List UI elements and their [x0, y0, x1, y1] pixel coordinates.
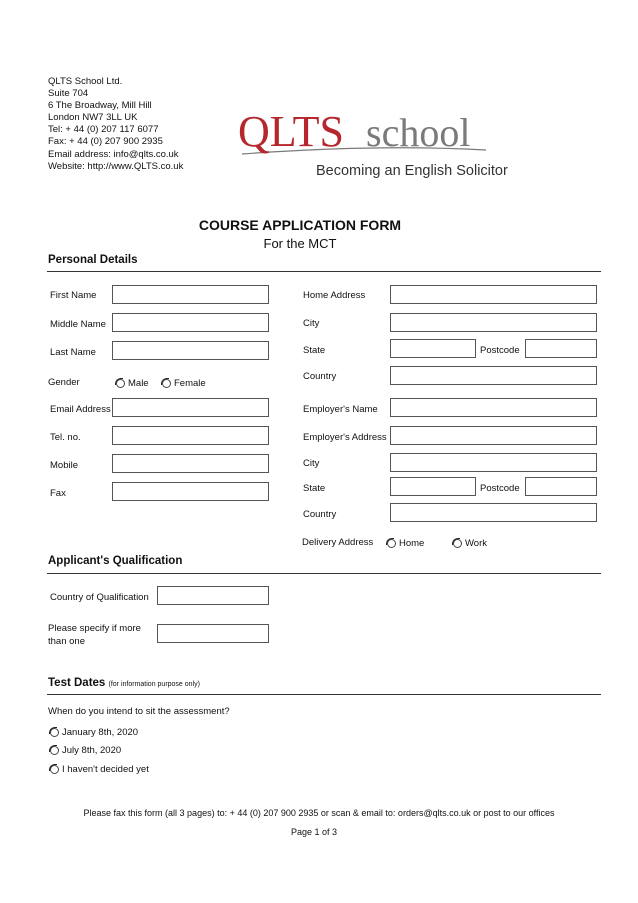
divider: [47, 271, 601, 272]
home-address-label: Home Address: [303, 290, 366, 301]
city-label: City: [303, 318, 320, 329]
postcode-label: Postcode: [480, 345, 520, 356]
delivery-address-label: Delivery Address: [302, 537, 374, 548]
employer-city-label: City: [303, 458, 320, 469]
address-line: Website: http://www.QLTS.co.uk: [48, 160, 184, 172]
email-field[interactable]: [112, 398, 269, 417]
radio-label: I haven't decided yet: [62, 764, 149, 775]
employer-country-field[interactable]: [390, 503, 597, 522]
employer-address-field[interactable]: [390, 426, 597, 445]
specify-more-label: [48, 623, 141, 648]
address-line: Fax: + 44 (0) 207 900 2935: [48, 136, 163, 148]
radio-label: Female: [174, 378, 206, 389]
first-name-label: First Name: [50, 290, 97, 301]
test-dates-title: Test Dates: [48, 677, 106, 689]
employer-city-field[interactable]: [390, 453, 597, 472]
logo-tagline: Becoming an English Solicitor: [316, 163, 508, 179]
personal-details-heading: Personal Details: [48, 254, 138, 266]
address-line: Suite 704: [48, 88, 89, 100]
employer-country-label: Country: [303, 509, 337, 520]
radio-icon: [50, 728, 59, 737]
qlts-logo: [236, 104, 516, 182]
radio-icon: [50, 746, 59, 755]
country-of-qualification-label: Country of Qualification: [50, 592, 149, 603]
address-line: London NW7 3LL UK: [48, 112, 138, 124]
last-name-field[interactable]: [112, 341, 269, 360]
logo-brand-second: school: [366, 110, 471, 155]
logo-brand-first: QLTS: [238, 107, 344, 156]
divider: [47, 573, 601, 574]
radio-label: January 8th, 2020: [62, 727, 139, 738]
address-line: QLTS School Ltd.: [48, 76, 123, 87]
address-line: Email address: info@qlts.co.uk: [48, 148, 179, 160]
qualification-heading: Applicant's Qualification: [48, 555, 183, 567]
specify-more-field[interactable]: [157, 624, 269, 643]
specify-line: than one: [48, 635, 85, 647]
city-field[interactable]: [390, 313, 597, 332]
employer-postcode-field[interactable]: [525, 477, 597, 496]
radio-icon: [116, 379, 125, 388]
tel-label: Tel. no.: [50, 432, 81, 443]
date-option-radio[interactable]: [50, 764, 149, 775]
country-field[interactable]: [390, 366, 597, 385]
address-line: 6 The Broadway, Mill Hill: [48, 100, 152, 112]
country-of-qualification-field[interactable]: [157, 586, 269, 605]
delivery-home-radio[interactable]: [387, 538, 424, 549]
last-name-label: Last Name: [50, 347, 96, 358]
mobile-field[interactable]: [112, 454, 269, 473]
form-title: COURSE APPLICATION FORM: [198, 217, 402, 233]
employer-address-label: Employer's Address: [303, 432, 387, 443]
address-line: Tel: + 44 (0) 207 117 6077: [48, 124, 159, 136]
state-label: State: [303, 345, 326, 356]
gender-female-radio[interactable]: [162, 378, 206, 389]
state-field[interactable]: [390, 339, 476, 358]
test-dates-heading: [48, 677, 200, 689]
company-address: [48, 76, 183, 173]
radio-icon: [162, 379, 171, 388]
delivery-work-radio[interactable]: [453, 538, 487, 549]
form-subtitle: For the MCT: [263, 236, 337, 251]
country-label: Country: [303, 371, 337, 382]
test-dates-note: (for information purpose only): [108, 681, 200, 688]
divider: [47, 694, 601, 695]
home-address-field[interactable]: [390, 285, 597, 304]
radio-icon: [50, 765, 59, 774]
radio-label: Work: [465, 538, 487, 549]
postcode-field[interactable]: [525, 339, 597, 358]
fax-field[interactable]: [112, 482, 269, 501]
date-option-radio[interactable]: [50, 745, 121, 756]
specify-line: Please specify if more: [48, 623, 141, 634]
footer-instructions: Please fax this form (all 3 pages) to: + 44 (0) 207 900 2935 or scan & email to: orders@qlts.co.uk or post to our offices: [83, 808, 555, 818]
mobile-label: Mobile: [50, 460, 78, 471]
first-name-field[interactable]: [112, 285, 269, 304]
employer-state-field[interactable]: [390, 477, 476, 496]
date-option-radio[interactable]: [50, 727, 138, 738]
middle-name-label: Middle Name: [50, 319, 106, 330]
employer-postcode-label: Postcode: [480, 483, 520, 494]
tel-field[interactable]: [112, 426, 269, 445]
fax-label: Fax: [50, 488, 66, 499]
radio-icon: [453, 539, 462, 548]
employer-name-field[interactable]: [390, 398, 597, 417]
page-number: Page 1 of 3: [290, 827, 338, 837]
radio-icon: [387, 539, 396, 548]
radio-label: Male: [128, 378, 149, 389]
gender-label: Gender: [48, 377, 80, 388]
middle-name-field[interactable]: [112, 313, 269, 332]
email-label: Email Address: [50, 404, 111, 415]
gender-male-radio[interactable]: [116, 378, 149, 389]
radio-label: July 8th, 2020: [62, 745, 122, 756]
radio-label: Home: [399, 538, 425, 549]
employer-state-label: State: [303, 483, 326, 494]
employer-name-label: Employer's Name: [303, 404, 378, 415]
assessment-question: When do you intend to sit the assessment?: [48, 706, 230, 717]
